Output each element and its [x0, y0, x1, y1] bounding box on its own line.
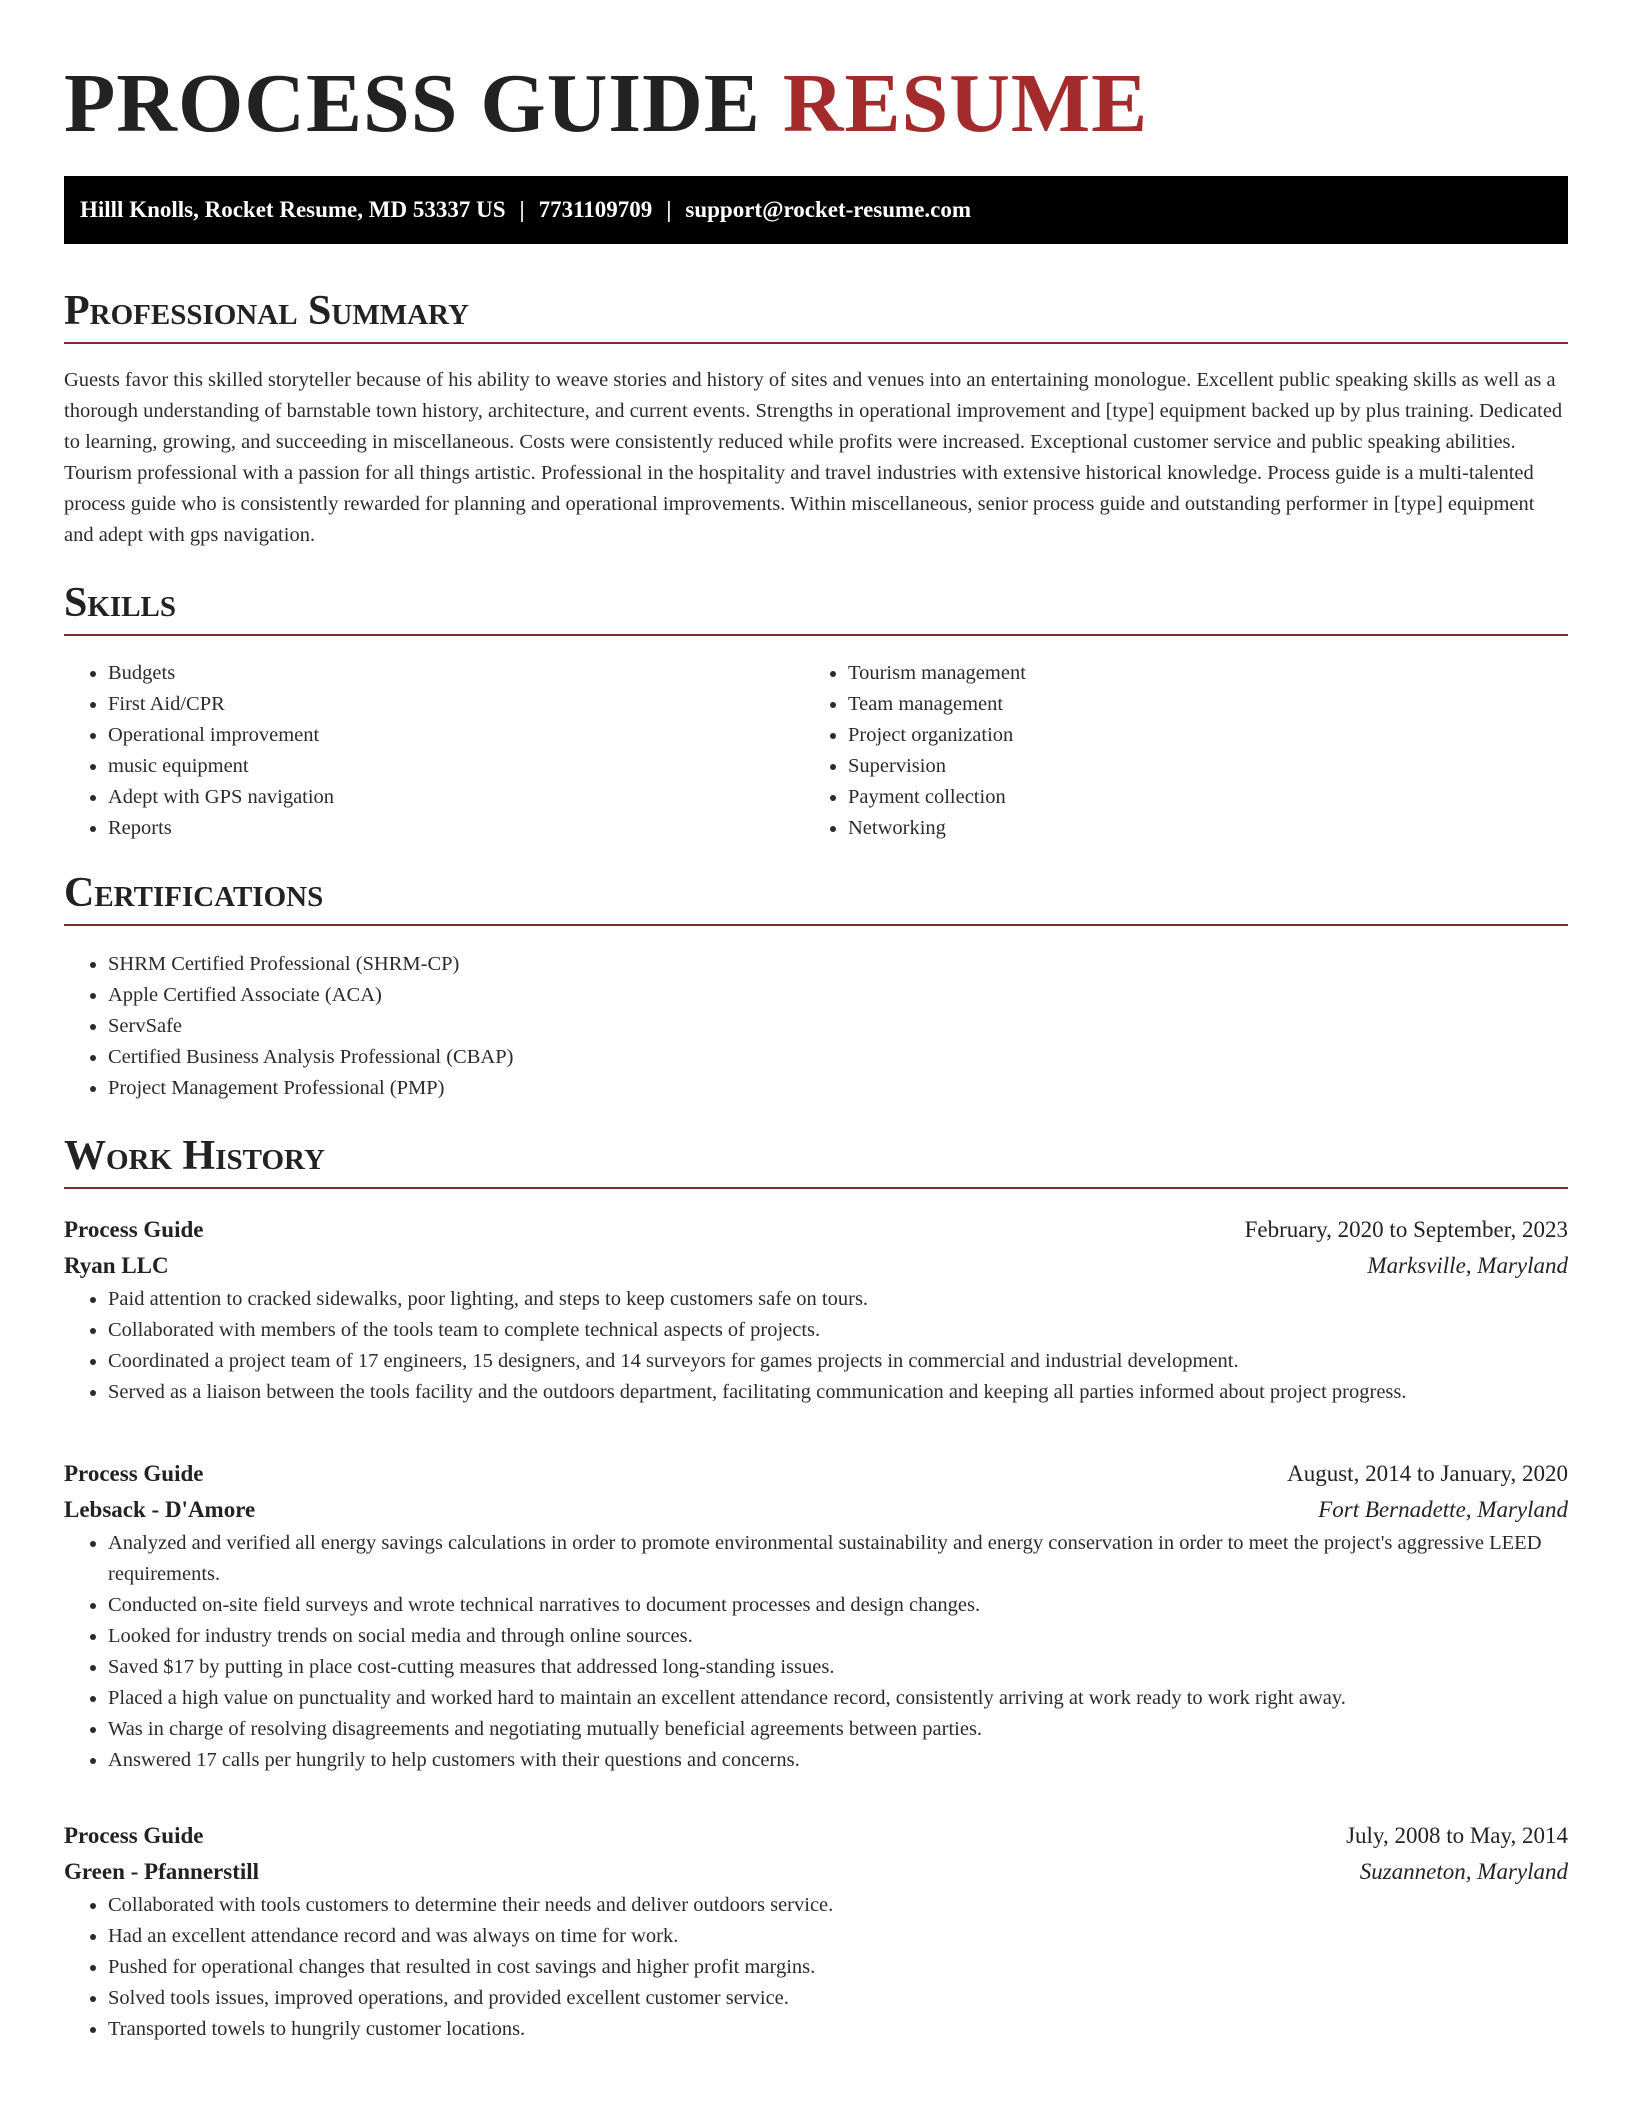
- job-company-row: [64, 1854, 1568, 1890]
- job-company: Green - Pfannerstill: [64, 1859, 260, 1884]
- contact-separator: |: [666, 197, 672, 222]
- job-bullet: • Saved $17 by putting in place cost-cutting measures that addressed long-standing issues.: [108, 1652, 1568, 1683]
- title-main: PROCESS GUIDE: [64, 57, 761, 150]
- job-bullets: [64, 1284, 1568, 1408]
- job-bullet: • Served as a liaison between the tools facility and the outdoors department, facilitating communication and keeping all parties informed about project progress.: [108, 1377, 1568, 1408]
- job-bullet: • Had an excellent attendance record and was always on time for work.: [108, 1921, 1568, 1952]
- job-bullet: • Placed a high value on punctuality and worked hard to maintain an excellent attendance record, consistently arriving at work ready to work right away.: [108, 1683, 1568, 1714]
- skill-item: • Operational improvement: [108, 720, 804, 751]
- job-bullet: • Was in charge of resolving disagreements and negotiating mutually beneficial agreements between parties.: [108, 1714, 1568, 1745]
- job-dates: August, 2014 to January, 2020: [1287, 1461, 1568, 1486]
- work-history-heading: Work History: [64, 1131, 1568, 1189]
- certifications-heading: Certifications: [64, 868, 1568, 926]
- summary-heading: Professional Summary: [64, 286, 1568, 344]
- job-bullets: [64, 1890, 1568, 2045]
- certification-item: • Certified Business Analysis Professional (CBAP): [108, 1042, 1568, 1073]
- job-bullet: • Pushed for operational changes that resulted in cost savings and higher profit margins.: [108, 1952, 1568, 1983]
- skill-item: • Project organization: [848, 720, 1544, 751]
- job-header-row: [64, 1212, 1568, 1248]
- job-company: Ryan LLC: [64, 1253, 169, 1278]
- contact-phone: 7731109709: [538, 197, 653, 222]
- skill-item: • Tourism management: [848, 658, 1544, 689]
- job-bullet: • Collaborated with tools customers to determine their needs and deliver outdoors service.: [108, 1890, 1568, 1921]
- job-header-row: [64, 1818, 1568, 1854]
- skills-heading: Skills: [64, 578, 1568, 636]
- job-location: Suzanneton, Maryland: [1359, 1859, 1568, 1884]
- job-bullet: • Solved tools issues, improved operations, and provided excellent customer service.: [108, 1983, 1568, 2014]
- skill-item: • Reports: [108, 813, 804, 844]
- contact-email: support@rocket-resume.com: [685, 197, 972, 222]
- skills-left-column: [64, 658, 804, 844]
- job-bullet: • Collaborated with members of the tools team to complete technical aspects of projects.: [108, 1315, 1568, 1346]
- skill-item: • Networking: [848, 813, 1544, 844]
- contact-address: Hilll Knolls, Rocket Resume, MD 53337 US: [80, 197, 506, 222]
- job-company-row: [64, 1248, 1568, 1284]
- certification-item: • Apple Certified Associate (ACA): [108, 980, 1568, 1011]
- certification-item: • Project Management Professional (PMP): [108, 1073, 1568, 1104]
- job-bullet: • Looked for industry trends on social media and through online sources.: [108, 1621, 1568, 1652]
- contact-bar: [64, 176, 1568, 244]
- job-dates: February, 2020 to September, 2023: [1244, 1217, 1568, 1242]
- job-bullet: • Answered 17 calls per hungrily to help customers with their questions and concerns.: [108, 1745, 1568, 1776]
- skill-item: • Budgets: [108, 658, 804, 689]
- certification-item: • SHRM Certified Professional (SHRM-CP): [108, 949, 1568, 980]
- job-title: Process Guide: [64, 1461, 204, 1486]
- skill-item: • Adept with GPS navigation: [108, 782, 804, 813]
- skills-right-column: [804, 658, 1544, 844]
- skill-item: • Team management: [848, 689, 1544, 720]
- certifications-list: [64, 949, 1568, 1104]
- job-title: Process Guide: [64, 1217, 204, 1242]
- job-entry: [64, 1818, 1568, 2045]
- title-accent: RESUME: [782, 57, 1149, 150]
- skill-item: • music equipment: [108, 751, 804, 782]
- skill-item: • Payment collection: [848, 782, 1544, 813]
- job-location: Fort Bernadette, Maryland: [1318, 1497, 1568, 1522]
- job-bullet: • Conducted on-site field surveys and wrote technical narratives to document processes and design changes.: [108, 1590, 1568, 1621]
- skills-left-list: [64, 658, 804, 844]
- job-dates: July, 2008 to May, 2014: [1346, 1823, 1568, 1848]
- contact-separator: |: [519, 197, 525, 222]
- skills-right-list: [804, 658, 1544, 844]
- job-entry: [64, 1212, 1568, 1408]
- job-bullet: • Coordinated a project team of 17 engineers, 15 designers, and 14 surveyors for games projects in commercial and industrial development.: [108, 1346, 1568, 1377]
- job-header-row: [64, 1456, 1568, 1492]
- skill-item: • Supervision: [848, 751, 1544, 782]
- summary-text: Guests favor this skilled storyteller because of his ability to weave stories and history of sites and venues into an entertaining monologue. Excellent public speaking skills as well as a thorough understanding of barnstable town history, architecture, and current events. Strengths in operational improvement and [type] equipment backed up by plus training. Dedicated to learning, growing, and succeeding in miscellaneous. Costs were consistently reduced while profits were increased. Exceptional customer service and public speaking abilities. Tourism professional with a passion for all things artistic. Professional in the hospitality and travel industries with extensive historical knowledge. Process guide is a multi-talented process guide who is consistently rewarded for planning and operational improvements. Within miscellaneous, senior process guide and outstanding performer in [type] equipment and adept with gps navigation.: [64, 369, 1563, 546]
- resume-title: [64, 54, 1148, 154]
- certifications-list-wrap: [64, 949, 1568, 1104]
- job-location: Marksville, Maryland: [1367, 1253, 1568, 1278]
- job-bullets: [64, 1528, 1568, 1776]
- skill-item: • First Aid/CPR: [108, 689, 804, 720]
- job-company: Lebsack - D'Amore: [64, 1497, 256, 1522]
- job-bullet: • Paid attention to cracked sidewalks, poor lighting, and steps to keep customers safe on tours.: [108, 1284, 1568, 1315]
- job-title: Process Guide: [64, 1823, 204, 1848]
- job-bullet: • Transported towels to hungrily customer locations.: [108, 2014, 1568, 2045]
- job-bullet: • Analyzed and verified all energy savings calculations in order to promote environmental sustainability and energy conservation in order to meet the project's aggressive LEED requirements.: [108, 1528, 1568, 1590]
- certification-item: • ServSafe: [108, 1011, 1568, 1042]
- job-company-row: [64, 1492, 1568, 1528]
- job-entry: [64, 1456, 1568, 1776]
